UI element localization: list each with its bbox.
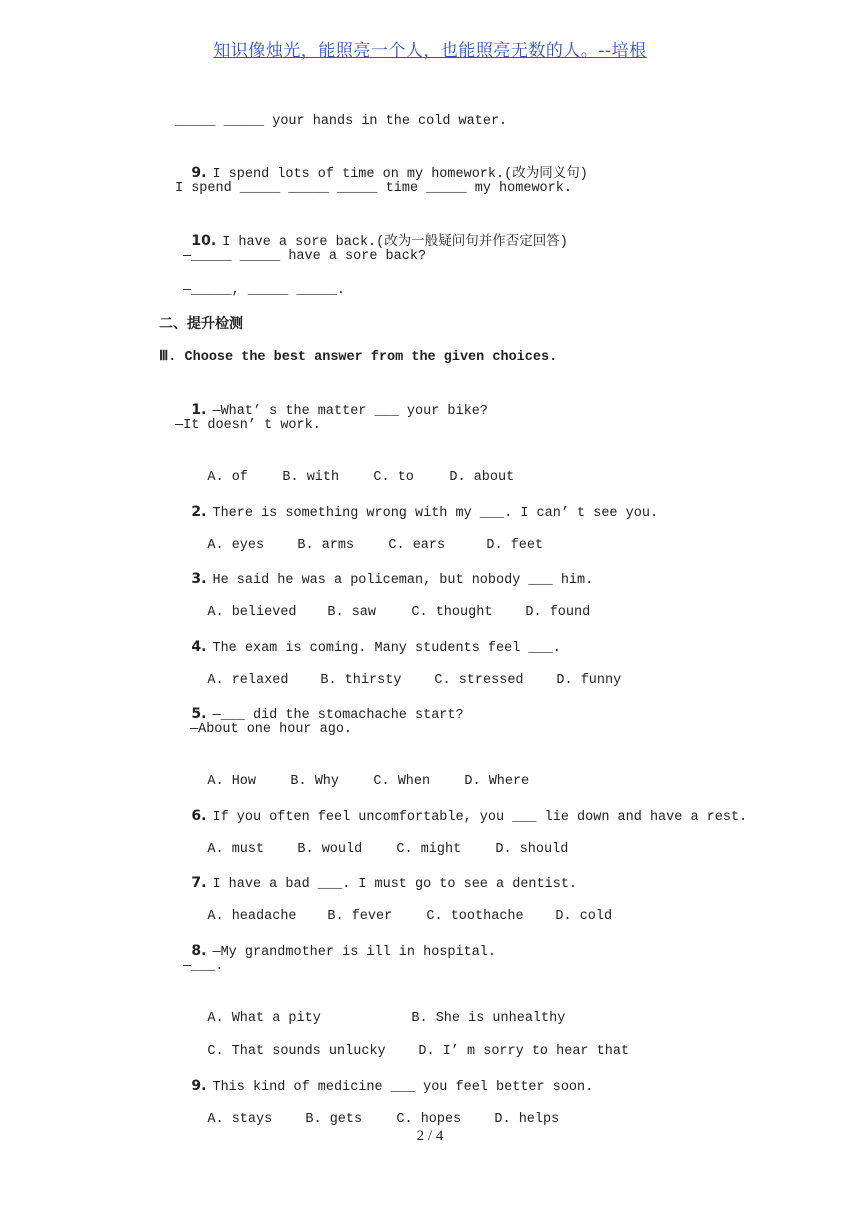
mc-question-5-line2: —About one hour ago. [190,722,353,737]
option-a: A. How [207,774,257,789]
option-c: C. toothache [426,909,524,924]
question-number: 9. [191,165,207,181]
option-d: D. funny [556,673,622,688]
question-text: This kind of medicine ___ you feel better soon. [212,1080,594,1095]
option-c: C. That sounds unlucky [207,1044,386,1059]
option-a: A. of [207,470,248,485]
page-header-quote: 知识像烛光，能照亮一个人，也能照亮无数的人。--培根 [213,41,647,61]
option-a: A. believed [207,605,297,620]
option-b: B. would [297,842,363,857]
question-text: There is something wrong with my ___. I can’ t see you. [212,506,659,521]
question-text: I have a sore back.(改为一般疑问句并作否定回答) [222,235,568,250]
question-number: 7. [191,875,207,891]
mc-question-1-line2: —It doesn’ t work. [175,418,321,433]
question-number: 10. [191,233,217,249]
option-c: C. When [373,774,431,789]
option-b: B. saw [327,605,377,620]
option-c: C. to [373,470,414,485]
option-b: B. Why [290,774,340,789]
option-d: D. feet [486,538,544,553]
question-9-answer: I spend _____ _____ _____ time _____ my homework. [175,181,572,196]
option-c: C. thought [411,605,493,620]
option-a: A. eyes [207,538,265,553]
question-number: 8. [191,943,207,959]
question-number: 6. [191,808,207,824]
question-text: —What’ s the matter ___ your bike? [212,404,488,419]
option-d: D. found [525,605,591,620]
question-text: If you often feel uncomfortable, you ___ lie down and have a rest. [212,810,748,825]
q8-tail-line: _____ _____ your hands in the cold water. [175,114,508,129]
option-b: B. gets [305,1112,363,1127]
option-c: C. hopes [396,1112,462,1127]
option-a: A. What a pity [207,1011,321,1026]
option-b: B. She is unhealthy [411,1011,566,1026]
option-d: D. cold [555,909,613,924]
question-text: He said he was a policeman, but nobody ___ him. [212,573,594,588]
option-a: A. must [207,842,265,857]
question-text: The exam is coming. Many students feel ___. [212,641,561,656]
question-10-line1: —_____ _____ have a sore back? [183,249,427,264]
option-d: D. helps [494,1112,560,1127]
option-b: B. with [282,470,340,485]
question-number: 1. [191,402,207,418]
option-c: C. might [396,842,462,857]
page-number: 2 / 4 [416,1128,444,1144]
option-d: D. should [495,842,569,857]
option-b: B. arms [297,538,355,553]
option-d: D. about [449,470,515,485]
question-number: 9. [191,1078,207,1094]
part3-title: Ⅲ. Choose the best answer from the given choices. [159,350,558,365]
option-a: A. stays [207,1112,273,1127]
question-number: 3. [191,571,207,587]
question-number: 4. [191,639,207,655]
option-b: B. fever [327,909,393,924]
option-d: D. Where [464,774,530,789]
question-10-line2: —_____, _____ _____. [183,283,346,298]
section-title: 二、提升检测 [159,316,243,332]
mc-question-8-line2: —___. [183,959,224,974]
option-a: A. relaxed [207,673,289,688]
option-c: C. stressed [434,673,524,688]
question-text: I have a bad ___. I must go to see a dentist. [212,877,578,892]
option-d: D. I’ m sorry to hear that [418,1044,630,1059]
question-text: —My grandmother is ill in hospital. [212,945,497,960]
option-a: A. headache [207,909,297,924]
question-text: —___ did the stomachache start? [212,708,464,723]
option-c: C. ears [388,538,446,553]
question-number: 5. [191,706,207,722]
question-number: 2. [191,504,207,520]
question-text: I spend lots of time on my homework.(改为同义句) [212,167,588,182]
option-b: B. thirsty [320,673,402,688]
